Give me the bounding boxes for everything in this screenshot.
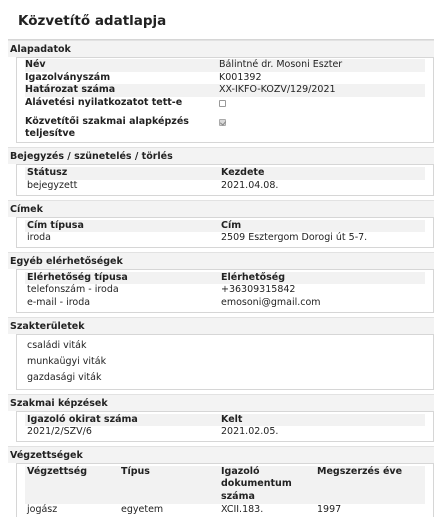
table-cell: 2021.02.05.: [221, 426, 279, 438]
table-header-row: [25, 414, 425, 427]
column-header: Megszerzés éve: [317, 465, 403, 477]
table-cell: 1997: [317, 503, 342, 515]
section-heading: Szakmai képzések: [8, 394, 434, 411]
contacts-box: [16, 269, 434, 313]
list-item: gazdasági viták: [27, 371, 102, 383]
field-value: K001392: [219, 71, 262, 83]
section-basic-data: [8, 40, 434, 143]
addresses-box: [16, 217, 434, 248]
section-heading: Szakterületek: [8, 317, 434, 334]
column-header: Végzettség: [27, 465, 88, 477]
table-row: [25, 297, 425, 310]
column-header: Elérhetőség: [221, 271, 286, 283]
table-header-row: [25, 220, 425, 233]
specialties-box: [16, 334, 434, 390]
field-row-training: [25, 116, 425, 140]
table-cell: iroda: [27, 232, 52, 244]
table-cell: XCII.183.: [221, 503, 264, 515]
table-row: [25, 426, 425, 439]
column-header: Típus: [121, 465, 150, 477]
column-header: Igazoló dokumentum száma: [221, 465, 292, 502]
section-addresses: [8, 200, 434, 248]
table-header-row: [25, 167, 425, 180]
training-checkbox-checked: [219, 119, 226, 126]
field-row-name: [25, 59, 425, 72]
field-value: [219, 116, 425, 140]
section-heading: Végzettségek: [8, 446, 434, 463]
trainings-table: [25, 414, 425, 439]
qualifications-box: [16, 463, 434, 517]
table-row: [25, 232, 425, 245]
field-label: Közvetítői szakmai alapképzés teljesítve: [25, 116, 189, 140]
table-cell: emosoni@gmail.com: [221, 296, 321, 308]
table-cell: 2509 Esztergom Dorogi út 5-7.: [221, 232, 368, 244]
table-cell: egyetem: [121, 503, 164, 515]
table-cell: jogász: [27, 503, 58, 515]
registration-table: [25, 167, 425, 192]
field-value: Bálintné dr. Mosoni Eszter: [219, 59, 343, 70]
table-cell: +36309315842: [221, 284, 296, 296]
table-row: [25, 180, 425, 193]
table-row: [25, 284, 425, 297]
column-header: Státusz: [27, 167, 68, 179]
section-heading: Alapadatok: [8, 40, 434, 57]
qualifications-table: [25, 466, 425, 516]
column-header: Kelt: [221, 413, 243, 425]
submission-checkbox: [219, 100, 226, 107]
field-row-id: [25, 72, 425, 85]
table-cell: 2021.04.08.: [221, 179, 279, 191]
list-item: munkaügyi viták: [27, 355, 107, 367]
column-header: Cím típusa: [27, 219, 84, 231]
section-heading: Címek: [8, 200, 434, 217]
basic-data-box: [16, 57, 434, 143]
table-header-row: [25, 466, 425, 504]
table-cell: e-mail - iroda: [27, 296, 91, 308]
field-row-decision: [25, 84, 425, 97]
column-header: Cím: [221, 219, 242, 231]
field-label: Név: [25, 59, 46, 70]
section-heading: Bejegyzés / szünetelés / törlés: [8, 147, 434, 164]
list-item: családi viták: [27, 339, 87, 351]
table-cell: bejegyzett: [27, 179, 78, 191]
field-row-submission: [25, 97, 425, 110]
table-cell: 2021/2/SZV/6: [27, 426, 92, 438]
table-header-row: [25, 272, 425, 285]
section-trainings: [8, 394, 434, 442]
registration-box: [16, 164, 434, 195]
field-value: XX-IKFO-KOZV/129/2021: [219, 84, 336, 96]
section-registration: [8, 147, 434, 195]
section-specialties: [8, 317, 434, 390]
field-value: [219, 97, 425, 110]
section-qualifications: [8, 446, 434, 517]
section-contacts: [8, 252, 434, 313]
trainings-box: [16, 411, 434, 442]
table-row: [25, 504, 425, 517]
contacts-table: [25, 272, 425, 310]
page-title: Közvetítő adatlapja: [18, 13, 167, 29]
column-header: Igazoló okirat száma: [27, 413, 138, 425]
section-heading: Egyéb elérhetőségek: [8, 252, 434, 269]
addresses-table: [25, 220, 425, 245]
column-header: Elérhetőség típusa: [27, 271, 128, 283]
column-header: Kezdete: [221, 167, 265, 179]
field-label: Alávetési nyilatkozatot tett-e: [25, 96, 183, 108]
table-cell: telefonszám - iroda: [27, 284, 119, 296]
field-label: Határozat száma: [25, 84, 116, 96]
field-label: Igazolványszám: [25, 71, 111, 83]
